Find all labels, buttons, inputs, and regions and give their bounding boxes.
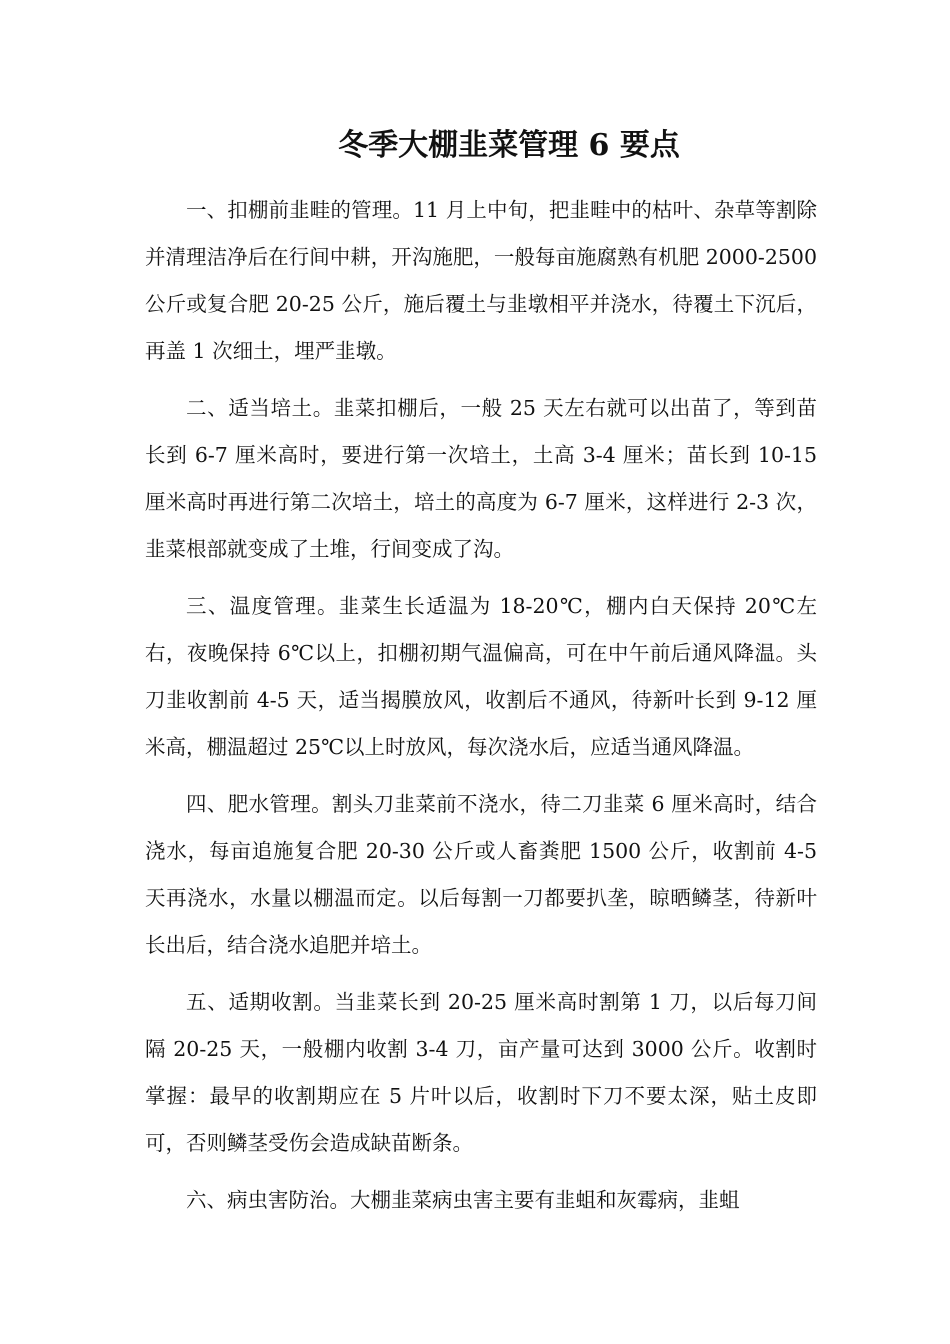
paragraph-2: 二、适当培土。韭菜扣棚后，一般 25 天左右就可以出苗了，等到苗长到 6-7 厘米高时，要进行第一次培土，土高 3-4 厘米；苗长到 10-15 厘米高时再进行第二次培土，培土的高度为 6-7 厘米，这样进行 2-3 次，韭菜根部就变成了土堆，行间变成了沟。 xyxy=(145,396,817,561)
paragraph-1: 一、扣棚前韭畦的管理。11 月上中旬，把韭畦中的枯叶、杂草等割除并清理洁净后在行间中耕，开沟施肥，一般每亩施腐熟有机肥 2000-2500 公斤或复合肥 20-25 公斤，施后覆土与韭墩相平并浇水，待覆土下沉后，再盖 1 次细土，埋严韭墩。 xyxy=(145,198,817,363)
paragraph-5: 五、适期收割。当韭菜长到 20-25 厘米高时割第 1 刀，以后每刀间隔 20-25 天，一般棚内收割 3-4 刀，亩产量可达到 3000 公斤。收割时掌握：最早的收割期应在 5 片叶以后，收割时下刀不要太深，贴土皮即可，否则鳞茎受伤会造成缺苗断条。 xyxy=(145,990,817,1155)
paragraph-3: 三、温度管理。韭菜生长适温为 18-20℃，棚内白天保持 20℃左右，夜晚保持 6℃以上，扣棚初期气温偏高，可在中午前后通风降温。头刀韭收割前 4-5 天，适当揭膜放风，收割后不通风，待新叶长到 9-12 厘米高，棚温超过 25℃以上时放风，每次浇水后，应适当通风降温。 xyxy=(145,594,817,759)
paragraph-6: 六、病虫害防治。大棚韭菜病虫害主要有韭蛆和灰霉病，韭蛆 xyxy=(186,1188,740,1212)
document-body xyxy=(145,187,817,1234)
document-title: 冬季大棚韭菜管理 6 要点 xyxy=(338,128,680,163)
paragraph-4: 四、肥水管理。割头刀韭菜前不浇水，待二刀韭菜 6 厘米高时，结合浇水，每亩追施复合肥 20-30 公斤或人畜粪肥 1500 公斤，收割前 4-5 天再浇水，水量以棚温而定。以后每割一刀都要扒垄，晾晒鳞茎，待新叶长出后，结合浇水追肥并培土。 xyxy=(145,792,817,957)
